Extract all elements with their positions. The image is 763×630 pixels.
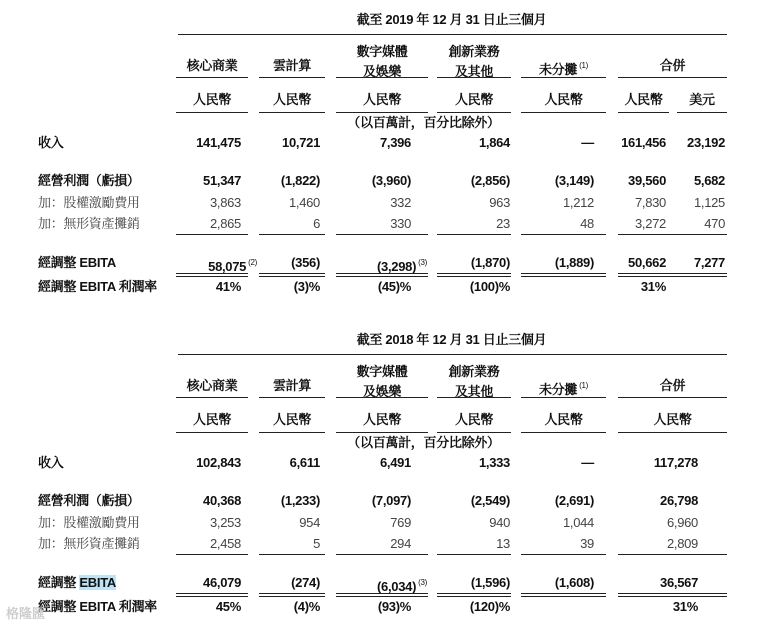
subtotal-underline xyxy=(336,234,428,235)
table-cell xyxy=(618,255,666,271)
period-title: 截至 2019 年 12 月 31 日止三個月 xyxy=(356,12,547,27)
table-cell xyxy=(259,135,320,151)
row-label: 經營利潤（虧損） xyxy=(38,493,140,508)
currency-label: 人民幣 xyxy=(272,412,312,427)
cell-value: 332 xyxy=(390,195,411,210)
table-cell xyxy=(336,455,411,471)
subtotal-underline xyxy=(176,234,248,235)
header-underline xyxy=(336,397,428,398)
cell-value: 45% xyxy=(215,599,241,614)
total-double-underline xyxy=(521,273,606,277)
cell-value: 7,396 xyxy=(379,135,411,150)
table-cell xyxy=(677,195,725,211)
cell-value: (7,097) xyxy=(371,493,411,508)
table-cell xyxy=(437,135,510,151)
table-cell xyxy=(176,173,241,189)
table-cell xyxy=(618,279,666,295)
cell-value: 51,347 xyxy=(203,173,241,188)
table-cell xyxy=(521,135,600,151)
footnote-marker: (1) xyxy=(579,61,588,70)
cell-value: 161,456 xyxy=(621,135,666,150)
table-cell xyxy=(618,515,698,531)
table-cell xyxy=(336,599,411,615)
total-double-underline xyxy=(437,593,511,597)
currency-underline xyxy=(677,112,727,113)
currency-label: 人民幣 xyxy=(362,412,402,427)
cell-value: 7,830 xyxy=(634,195,666,210)
table-cell xyxy=(677,255,725,271)
cell-value: 6,960 xyxy=(666,515,698,530)
total-double-underline xyxy=(259,593,325,597)
selected-text[interactable]: EBITA xyxy=(79,575,116,590)
table-cell xyxy=(521,195,594,211)
header-underline xyxy=(618,77,727,78)
table-cell xyxy=(521,216,594,232)
currency-underline xyxy=(437,112,511,113)
table-cell xyxy=(176,493,241,509)
table-cell xyxy=(521,455,600,471)
cell-value: — xyxy=(581,455,594,470)
cell-value: (1,608) xyxy=(554,575,594,590)
cell-value: 1,460 xyxy=(288,195,320,210)
header-underline xyxy=(437,397,511,398)
segment-header: 核心商業 xyxy=(186,378,238,393)
cell-value: (1,870) xyxy=(470,255,510,270)
segment-header: 合併 xyxy=(659,378,686,393)
subtotal-underline xyxy=(521,554,606,555)
cell-value: 1,044 xyxy=(562,515,594,530)
cell-value: (2,856) xyxy=(470,173,510,188)
currency-label: 人民幣 xyxy=(624,92,663,107)
currency-underline xyxy=(259,432,325,433)
header-underline xyxy=(521,77,606,78)
table-cell xyxy=(618,135,666,151)
cell-value: (2,691) xyxy=(554,493,594,508)
subtotal-underline xyxy=(259,234,325,235)
header-underline xyxy=(176,397,248,398)
table-cell xyxy=(259,599,320,615)
cell-value: 1,212 xyxy=(562,195,594,210)
table-cell xyxy=(618,575,698,591)
period-section xyxy=(0,0,763,310)
table-cell xyxy=(176,515,241,531)
table-cell xyxy=(259,279,320,295)
currency-underline xyxy=(176,112,248,113)
table-cell xyxy=(437,173,510,189)
table-cell xyxy=(176,599,241,615)
total-double-underline xyxy=(176,273,248,277)
table-cell xyxy=(521,173,594,189)
currency-label: 人民幣 xyxy=(272,92,312,107)
table-cell xyxy=(437,455,510,471)
row-label: 加：無形資產攤銷 xyxy=(38,536,140,551)
currency-underline xyxy=(618,112,669,113)
table-cell xyxy=(259,536,320,552)
table-cell xyxy=(176,216,241,232)
subtotal-underline xyxy=(176,554,248,555)
header-underline xyxy=(176,77,248,78)
subtotal-underline xyxy=(437,554,511,555)
table-cell xyxy=(618,173,666,189)
cell-value: (1,889) xyxy=(554,255,594,270)
table-cell xyxy=(437,515,510,531)
subtotal-underline xyxy=(618,234,727,235)
row-label: 收入 xyxy=(38,135,64,150)
header-underline xyxy=(259,77,325,78)
cell-value: 940 xyxy=(489,515,510,530)
cell-value: 48 xyxy=(580,216,594,231)
table-cell xyxy=(521,536,594,552)
cell-value: (2,549) xyxy=(470,493,510,508)
table-cell xyxy=(677,216,725,232)
cell-value: (1,233) xyxy=(280,493,320,508)
cell-value: 26,798 xyxy=(660,493,698,508)
row-label: 加：無形資產攤銷 xyxy=(38,216,140,231)
currency-underline xyxy=(618,432,727,433)
cell-value: (100)% xyxy=(469,279,510,294)
watermark: 格隆匯 xyxy=(6,606,46,621)
footnote-marker: (1) xyxy=(579,381,588,390)
cell-value: (45)% xyxy=(377,279,411,294)
segment-header: 創新業務 及其他 xyxy=(448,364,500,399)
currency-underline xyxy=(521,432,606,433)
total-double-underline xyxy=(618,273,727,277)
cell-value: 6,611 xyxy=(289,455,320,470)
table-cell xyxy=(336,575,427,595)
currency-underline xyxy=(336,112,428,113)
table-cell xyxy=(176,195,241,211)
total-double-underline xyxy=(336,593,428,597)
table-cell xyxy=(437,599,510,615)
cell-value: 23 xyxy=(496,216,510,231)
cell-value: 41% xyxy=(215,279,241,294)
divider xyxy=(178,354,727,355)
row-label: 經調整 EBITA 利潤率 xyxy=(38,599,157,614)
cell-value: 6,491 xyxy=(379,455,411,470)
cell-value: 6 xyxy=(313,216,320,231)
table-cell xyxy=(176,279,241,295)
segment-header: 未分攤 $^{(1)}$ xyxy=(539,61,588,77)
footnote-marker: (3) xyxy=(418,258,427,267)
cell-value: (1,822) xyxy=(280,173,320,188)
row-label: 加：股權激勵費用 xyxy=(38,515,140,530)
cell-value: (120)% xyxy=(469,599,510,614)
currency-underline xyxy=(437,432,511,433)
table-cell xyxy=(677,135,725,151)
table-cell xyxy=(437,536,510,552)
table-cell xyxy=(336,255,427,275)
table-cell xyxy=(259,493,320,509)
row-label: 加：股權激勵費用 xyxy=(38,195,140,210)
cell-value: 39 xyxy=(580,536,594,551)
cell-value: 294 xyxy=(390,536,411,551)
table-cell xyxy=(259,216,320,232)
cell-value: 102,843 xyxy=(196,455,241,470)
cell-value: 10,721 xyxy=(282,135,320,150)
currency-label: 人民幣 xyxy=(362,92,402,107)
cell-value: 470 xyxy=(704,216,725,231)
total-double-underline xyxy=(336,273,428,277)
cell-value: (274) xyxy=(291,575,320,590)
header-underline xyxy=(437,77,511,78)
cell-value: 3,253 xyxy=(209,515,241,530)
cell-value: 3,272 xyxy=(634,216,666,231)
currency-label: 人民幣 xyxy=(192,92,232,107)
segment-header: 創新業務 及其他 xyxy=(448,44,500,79)
table-cell xyxy=(521,493,594,509)
cell-value: 23,192 xyxy=(687,135,725,150)
cell-value: (356) xyxy=(291,255,320,270)
subtotal-underline xyxy=(618,554,727,555)
cell-value: 2,865 xyxy=(209,216,241,231)
row-label: 經調整 EBITA 利潤率 xyxy=(38,279,157,294)
segment-header: 數字媒體 及娛樂 xyxy=(356,364,408,399)
header-underline xyxy=(618,397,727,398)
cell-value: 31% xyxy=(672,599,698,614)
table-cell xyxy=(176,575,241,591)
cell-value: (3,960) xyxy=(371,173,411,188)
table-cell xyxy=(618,599,698,615)
divider xyxy=(178,34,727,35)
cell-value: 50,662 xyxy=(628,255,666,270)
table-cell xyxy=(259,575,320,591)
cell-value: 5 xyxy=(313,536,320,551)
total-double-underline xyxy=(176,593,248,597)
currency-label: 美元 xyxy=(689,92,715,107)
unit-note: （以百萬計，百分比除外） xyxy=(347,115,500,130)
row-label: 經調整 EBITA xyxy=(38,575,116,590)
cell-value: 1,125 xyxy=(693,195,725,210)
table-cell xyxy=(336,493,411,509)
currency-underline xyxy=(521,112,606,113)
header-underline xyxy=(259,397,325,398)
period-section xyxy=(0,320,763,630)
cell-value: 5,682 xyxy=(693,173,725,188)
table-cell xyxy=(259,455,320,471)
currency-underline xyxy=(176,432,248,433)
cell-value: (3,298) xyxy=(377,259,417,274)
cell-value: 39,560 xyxy=(628,173,666,188)
table-cell xyxy=(176,135,241,151)
cell-value: 40,368 xyxy=(203,493,241,508)
cell-value: — xyxy=(581,135,594,150)
subtotal-underline xyxy=(259,554,325,555)
cell-value: 36,567 xyxy=(660,575,698,590)
total-double-underline xyxy=(437,273,511,277)
cell-value: 31% xyxy=(640,279,666,294)
subtotal-underline xyxy=(521,234,606,235)
cell-value: 2,458 xyxy=(209,536,241,551)
table-cell xyxy=(437,279,510,295)
table-cell xyxy=(336,135,411,151)
cell-value: 2,809 xyxy=(666,536,698,551)
row-label: 經調整 EBITA xyxy=(38,255,116,270)
table-cell xyxy=(336,173,411,189)
cell-value: 954 xyxy=(299,515,320,530)
cell-value: 46,079 xyxy=(203,575,241,590)
table-cell xyxy=(521,255,594,271)
segment-header: 合併 xyxy=(659,58,686,73)
segment-header: 未分攤 $^{(1)}$ xyxy=(539,381,588,397)
table-cell xyxy=(259,255,320,271)
cell-value: 963 xyxy=(489,195,510,210)
currency-underline xyxy=(336,432,428,433)
subtotal-underline xyxy=(336,554,428,555)
cell-value: (3)% xyxy=(293,279,320,294)
segment-header: 核心商業 xyxy=(186,58,238,73)
total-double-underline xyxy=(259,273,325,277)
table-cell xyxy=(618,493,698,509)
cell-value: (93)% xyxy=(377,599,411,614)
currency-label: 人民幣 xyxy=(544,92,583,107)
segment-header: 雲計算 xyxy=(272,58,312,73)
footnote-marker: (2) xyxy=(248,258,257,267)
footnote-marker: (3) xyxy=(418,578,427,587)
table-cell xyxy=(437,216,510,232)
table-cell xyxy=(176,255,257,275)
table-cell xyxy=(176,536,241,552)
cell-value: 1,864 xyxy=(478,135,510,150)
table-cell xyxy=(259,195,320,211)
subtotal-underline xyxy=(437,234,511,235)
currency-label: 人民幣 xyxy=(454,412,494,427)
table-cell xyxy=(259,515,320,531)
cell-value: 7,277 xyxy=(693,255,725,270)
currency-label: 人民幣 xyxy=(192,412,232,427)
cell-value: 58,075 xyxy=(208,259,247,274)
table-cell xyxy=(437,195,510,211)
table-cell xyxy=(521,515,594,531)
period-title: 截至 2018 年 12 月 31 日止三個月 xyxy=(356,332,547,347)
header-underline xyxy=(521,397,606,398)
table-cell xyxy=(336,536,411,552)
row-label: 收入 xyxy=(38,455,64,470)
cell-value: (1,596) xyxy=(470,575,510,590)
total-double-underline xyxy=(618,593,727,597)
table-cell xyxy=(176,455,241,471)
currency-label: 人民幣 xyxy=(653,412,692,427)
cell-value: (4)% xyxy=(293,599,320,614)
unit-note: （以百萬計，百分比除外） xyxy=(347,435,500,450)
table-cell xyxy=(677,173,725,189)
cell-value: (3,149) xyxy=(554,173,594,188)
table-cell xyxy=(437,493,510,509)
table-cell xyxy=(336,216,411,232)
table-cell xyxy=(336,195,411,211)
table-cell xyxy=(437,575,510,591)
table-cell xyxy=(618,536,698,552)
total-double-underline xyxy=(521,593,606,597)
table-cell xyxy=(437,255,510,271)
segment-header: 雲計算 xyxy=(272,378,312,393)
table-cell xyxy=(336,515,411,531)
cell-value: 3,863 xyxy=(209,195,241,210)
header-underline xyxy=(336,77,428,78)
segment-header: 數字媒體 及娛樂 xyxy=(356,44,408,79)
table-cell xyxy=(618,216,666,232)
currency-underline xyxy=(259,112,325,113)
cell-value: 769 xyxy=(390,515,411,530)
cell-value: 1,333 xyxy=(478,455,510,470)
row-label: 經營利潤（虧損） xyxy=(38,173,140,188)
table-cell xyxy=(521,575,594,591)
cell-value: 330 xyxy=(390,216,411,231)
table-cell xyxy=(336,279,411,295)
table-cell xyxy=(259,173,320,189)
currency-label: 人民幣 xyxy=(454,92,494,107)
cell-value: (6,034) xyxy=(377,579,417,594)
currency-label: 人民幣 xyxy=(544,412,583,427)
cell-value: 13 xyxy=(496,536,510,551)
cell-value: 141,475 xyxy=(196,135,241,150)
table-cell xyxy=(618,195,666,211)
table-cell xyxy=(618,455,698,471)
cell-value: 117,278 xyxy=(653,455,698,470)
